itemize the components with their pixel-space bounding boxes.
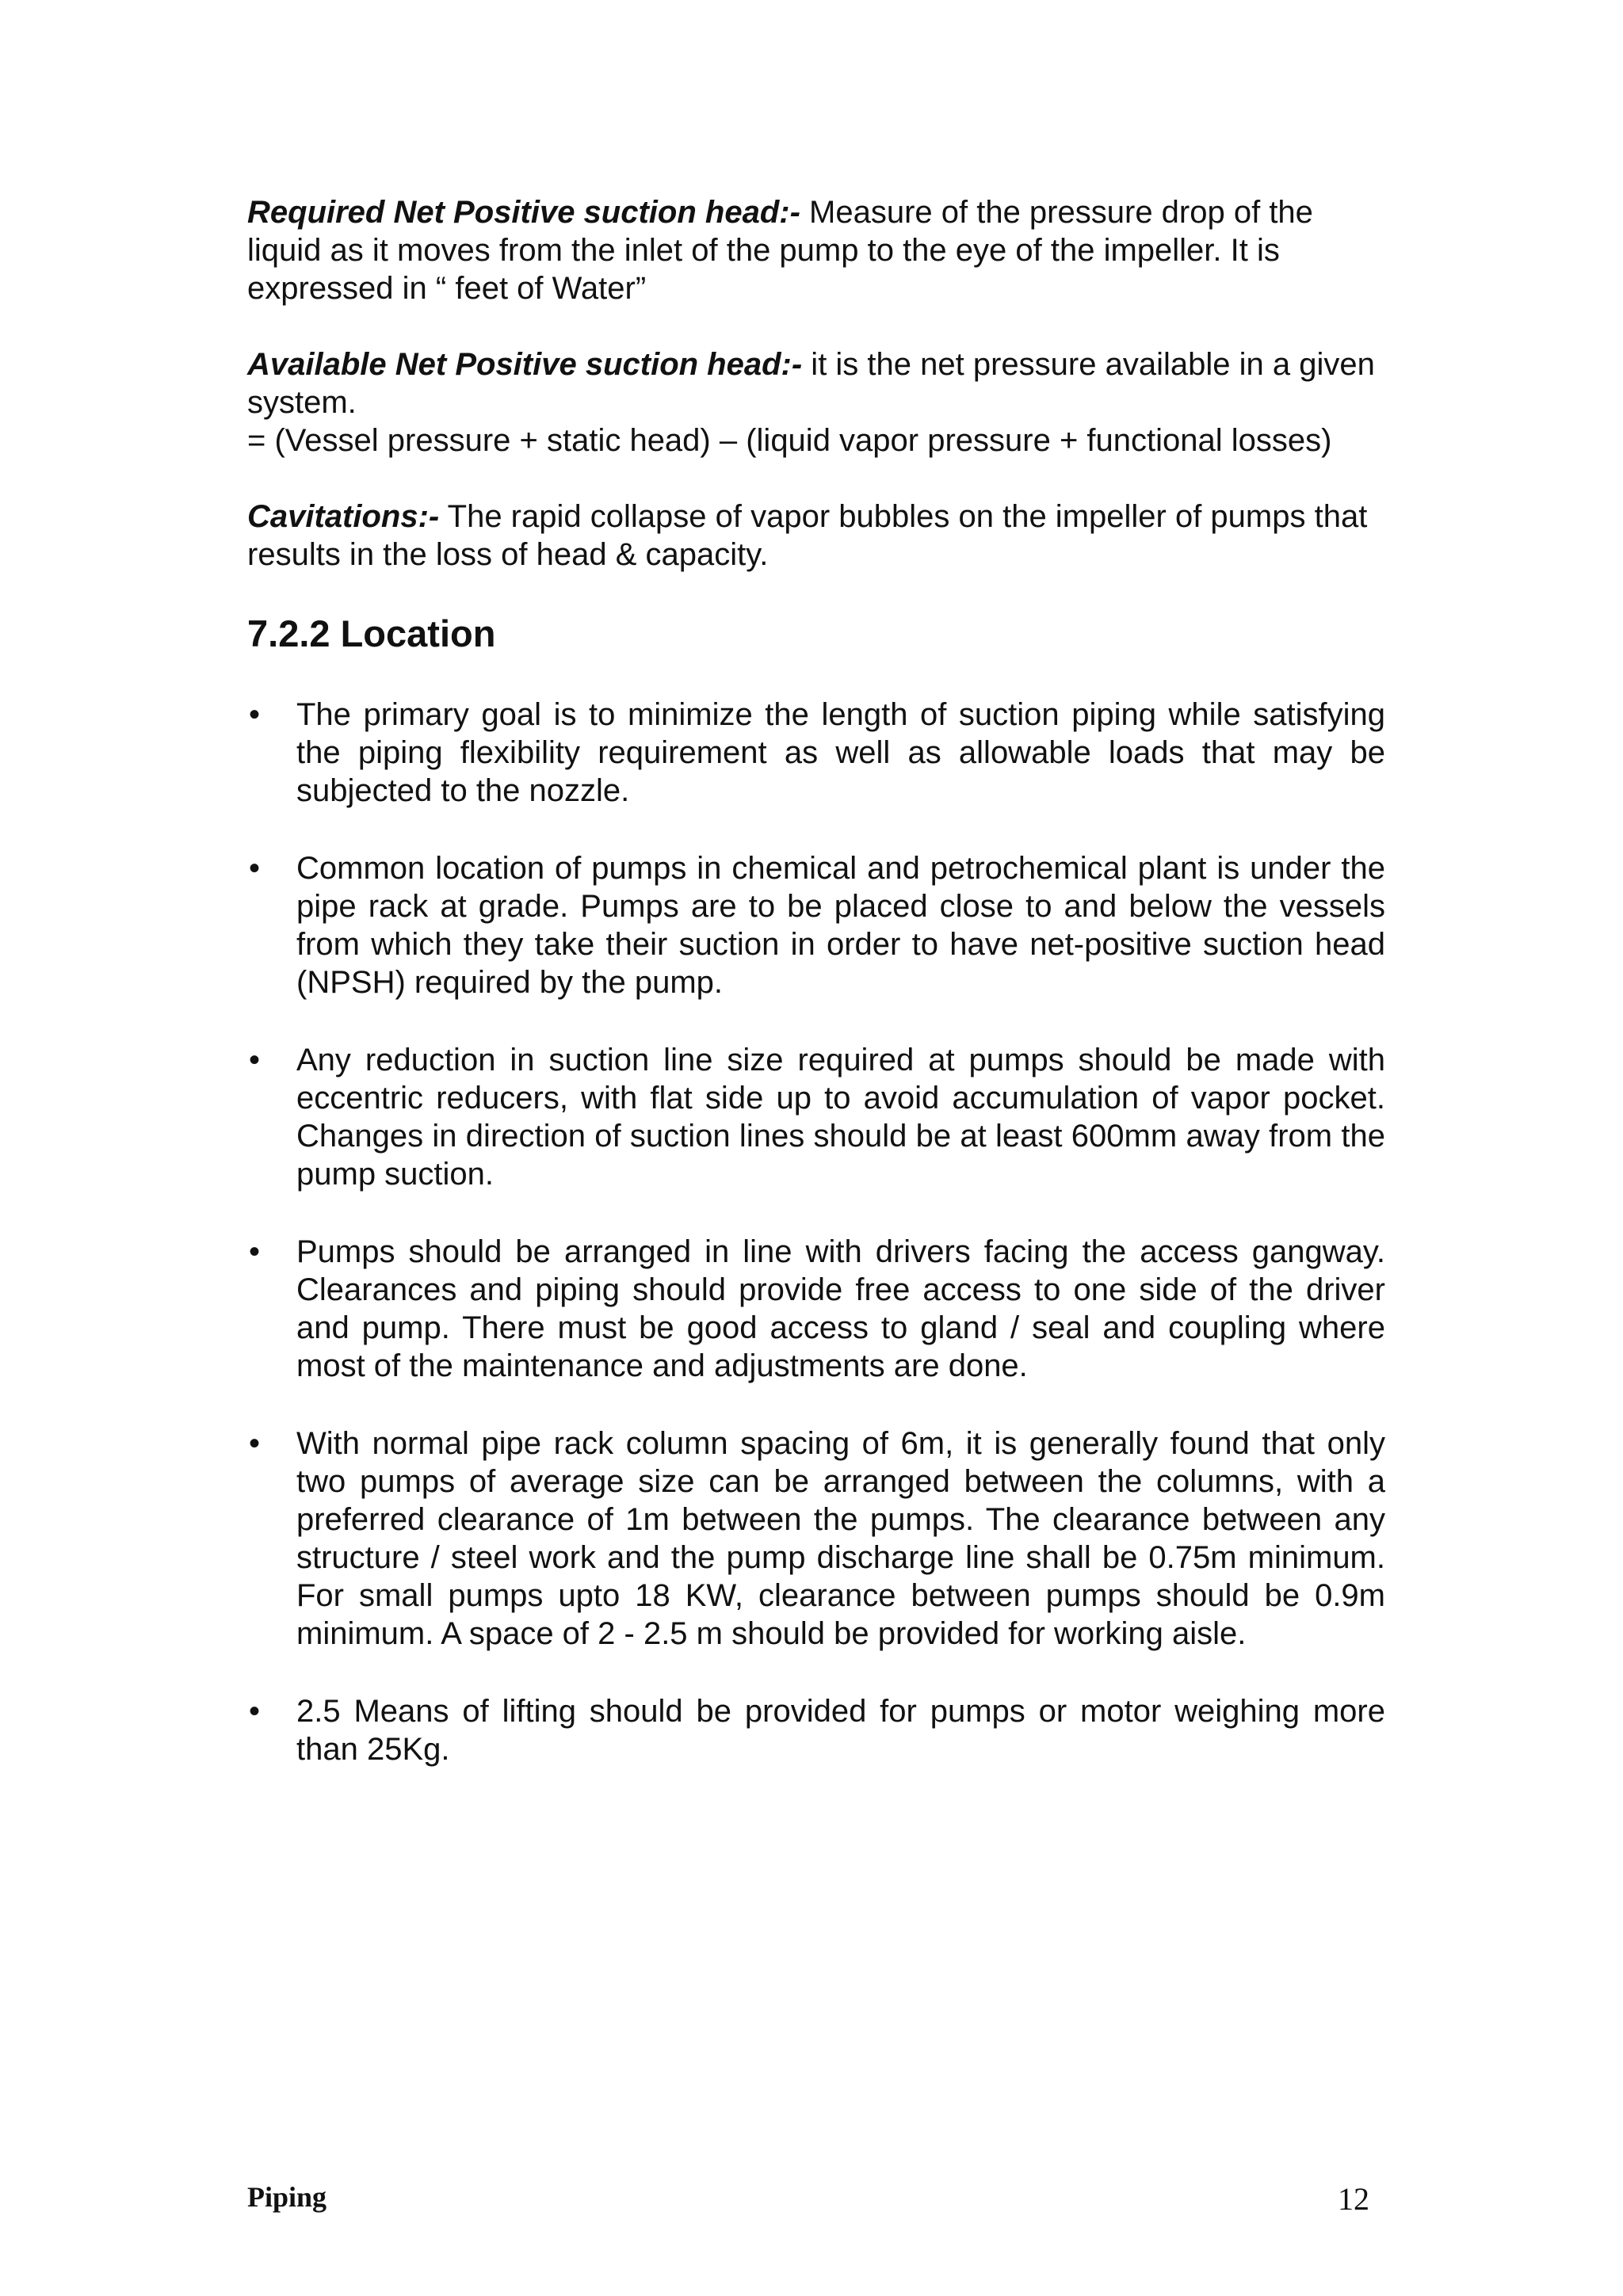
- bullet-icon: •: [249, 1694, 261, 1729]
- list-item: [247, 849, 1385, 1001]
- bullet-icon: •: [249, 697, 261, 732]
- definition-cavitations: [247, 498, 1385, 574]
- list-item-text: 2.5 Means of lifting should be provided for pumps or motor weighing more than 25Kg.: [296, 1694, 1385, 1767]
- list-item-text: Common location of pumps in chemical and petrochemical plant is under the pipe rack at grade. Pumps are to be placed close to and below the vessels from which they take their suction in order to have net-positive suction head (NPSH) required by the pump.: [296, 851, 1385, 1000]
- bullet-icon: •: [249, 851, 261, 886]
- definition-term: Required Net Positive suction head:-: [247, 195, 800, 230]
- page-content: [247, 193, 1385, 1808]
- definition-available-npsh: [247, 345, 1385, 460]
- list-item-text: With normal pipe rack column spacing of 6m, it is generally found that only two pumps of average size can be arranged between the columns, with a preferred clearance of 1m between the pumps. The clearance between any structure / steel work and the pump discharge line shall be 0.75m minimum. For small pumps upto 18 KW, clearance between pumps should be 0.9m minimum. A space of 2 - 2.5 m should be provided for working aisle.: [296, 1426, 1385, 1651]
- section-title: 7.2.2 Location: [247, 612, 496, 654]
- definition-term: Available Net Positive suction head:-: [247, 347, 803, 382]
- bullet-icon: •: [249, 1426, 261, 1461]
- location-bullet-list: [247, 696, 1385, 1768]
- footer-title: Piping: [247, 2181, 327, 2213]
- list-item: [247, 696, 1385, 810]
- definition-text: The rapid collapse of vapor bubbles on the impeller of pumps that results in the loss of head & capacity.: [247, 499, 1368, 572]
- list-item: [247, 1233, 1385, 1385]
- bullet-icon: •: [249, 1043, 261, 1077]
- definition-formula: = (Vessel pressure + static head) – (liquid vapor pressure + functional losses): [247, 423, 1332, 458]
- definition-required-npsh: [247, 193, 1385, 307]
- bullet-icon: •: [249, 1234, 261, 1269]
- list-item: [247, 1425, 1385, 1653]
- list-item-text: Pumps should be arranged in line with drivers facing the access gangway. Clearances and piping should provide free access to one side of the driver and pump. There must be good access to gland / seal and coupling where most of the maintenance and adjustments are done.: [296, 1234, 1385, 1383]
- list-item-text: The primary goal is to minimize the length of suction piping while satisfying the piping flexibility requirement as well as allowable loads that may be subjected to the nozzle.: [296, 697, 1385, 808]
- list-item-text: Any reduction in suction line size required at pumps should be made with eccentric reducers, with flat side up to avoid accumulation of vapor pocket. Changes in direction of suction lines should be at least 600mm away from the pump suction.: [296, 1043, 1385, 1192]
- definition-text: it is the net pressure available in a given system.: [247, 347, 1375, 420]
- page-number: 12: [1338, 2181, 1369, 2217]
- list-item: [247, 1041, 1385, 1193]
- definition-term: Cavitations:-: [247, 499, 440, 534]
- list-item: [247, 1692, 1385, 1768]
- definition-text: Measure of the pressure drop of the liquid as it moves from the inlet of the pump to the eye of the impeller. It is expressed in “ feet of Water”: [247, 195, 1313, 306]
